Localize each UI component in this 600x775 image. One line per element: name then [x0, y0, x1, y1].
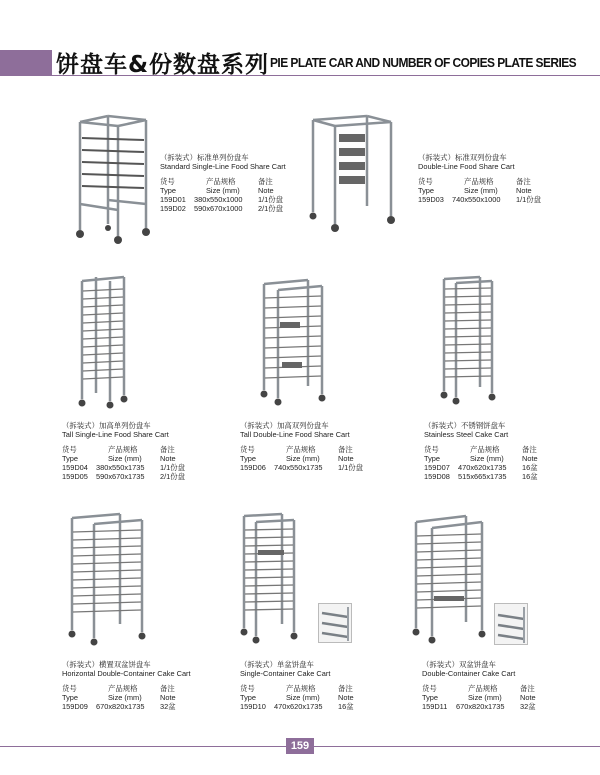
cell-size: 740x550x1735	[274, 463, 323, 472]
col-size-cn: 产品规格	[286, 445, 316, 454]
cell-note: 1/1份盘	[258, 195, 284, 204]
cell-note: 16盆	[522, 472, 538, 481]
page-title-chinese: 饼盘车&份数盘系列	[56, 52, 270, 78]
col-model-en: Type	[240, 693, 257, 702]
col-model-en: Type	[240, 454, 257, 463]
col-model-en: Type	[422, 693, 439, 702]
col-size-cn: 产品规格	[286, 684, 316, 693]
product-block-159D07	[424, 421, 552, 481]
cell-size: 515x665x1735	[458, 472, 507, 481]
col-note-cn: 备注	[516, 177, 531, 186]
table-row	[62, 472, 190, 481]
cell-model: 159D02	[160, 204, 186, 213]
col-model-en: Type	[418, 186, 435, 195]
col-model-cn: 货号	[424, 445, 439, 454]
product-block-159D11	[422, 660, 550, 711]
cell-model: 159D06	[240, 463, 266, 472]
cell-model: 159D03	[418, 195, 444, 204]
cell-size: 740x550x1000	[452, 195, 501, 204]
col-model-cn: 货号	[418, 177, 433, 186]
table-row	[418, 195, 546, 204]
col-note-cn: 备注	[338, 445, 353, 454]
product-title-en: Tall Single-Line Food Share Cart	[62, 430, 169, 439]
col-model-en: Type	[424, 454, 441, 463]
table-row	[62, 463, 190, 472]
product-detail-image-tray-slots	[494, 603, 528, 645]
product-image-standard-double-cart	[305, 112, 405, 242]
cell-note: 1/1份盘	[516, 195, 542, 204]
product-title-cn: （拆装式）横置双盆饼盘车	[62, 660, 151, 669]
col-size-cn: 产品规格	[108, 445, 138, 454]
cell-note: 1/1份盘	[338, 463, 364, 472]
header-accent-bar	[0, 50, 52, 76]
cell-note: 2/1份盘	[160, 472, 186, 481]
col-note-en: Note	[522, 454, 538, 463]
col-size-cn: 产品规格	[108, 684, 138, 693]
cell-size: 470x620x1735	[458, 463, 507, 472]
product-detail-image-tray-slots	[318, 603, 352, 643]
product-title-cn: （拆装式）标准双列份盘车	[418, 153, 507, 162]
col-model-en: Type	[62, 693, 79, 702]
col-size-en: Size (mm)	[286, 454, 320, 463]
col-note-cn: 备注	[338, 684, 353, 693]
product-block-159D04	[62, 421, 190, 481]
col-note-en: Note	[338, 454, 354, 463]
col-size-en: Size (mm)	[108, 693, 142, 702]
col-size-cn: 产品规格	[206, 177, 236, 186]
col-size-cn: 产品规格	[464, 177, 494, 186]
col-size-en: Size (mm)	[470, 454, 504, 463]
col-size-en: Size (mm)	[206, 186, 240, 195]
col-note-cn: 备注	[520, 684, 535, 693]
cell-size: 380x550x1000	[194, 195, 243, 204]
col-note-cn: 备注	[258, 177, 273, 186]
col-model-cn: 货号	[240, 445, 255, 454]
product-title-cn: （拆装式）单盆饼盘车	[240, 660, 314, 669]
cell-size: 590x670x1735	[96, 472, 145, 481]
product-title-en: Horizontal Double-Container Cake Cart	[62, 669, 191, 678]
product-image-horizontal-double-cake-cart	[68, 510, 148, 646]
table-row	[240, 702, 368, 711]
cell-model: 159D07	[424, 463, 450, 472]
cell-note: 16盆	[338, 702, 354, 711]
col-model-cn: 货号	[422, 684, 437, 693]
cell-model: 159D05	[62, 472, 88, 481]
product-title-en: Single-Container Cake Cart	[240, 669, 331, 678]
col-note-cn: 备注	[160, 445, 175, 454]
col-model-cn: 货号	[62, 445, 77, 454]
product-image-stainless-steel-cake-cart	[440, 275, 496, 407]
product-image-single-container-cake-cart	[240, 512, 300, 644]
product-block-159D03	[418, 153, 546, 204]
product-title-en: Double-Line Food Share Cart	[418, 162, 515, 171]
page-number: 159	[286, 738, 314, 754]
table-row	[160, 204, 288, 213]
product-image-double-container-cake-cart	[412, 514, 490, 644]
product-block-159D01	[160, 153, 288, 213]
product-title-en: Standard Single-Line Food Share Cart	[160, 162, 286, 171]
cell-model: 159D01	[160, 195, 186, 204]
product-title-cn: （拆装式）标准单列份盘车	[160, 153, 249, 162]
cell-model: 159D10	[240, 702, 266, 711]
product-image-standard-single-cart	[70, 112, 160, 252]
page-title-english: PIE PLATE CAR AND NUMBER OF COPIES PLATE SERIES	[270, 55, 577, 70]
col-size-en: Size (mm)	[108, 454, 142, 463]
col-model-cn: 货号	[240, 684, 255, 693]
product-title-cn: （拆装式）不锈钢饼盘车	[424, 421, 506, 430]
col-note-en: Note	[160, 693, 176, 702]
col-model-cn: 货号	[160, 177, 175, 186]
cell-size: 670x820x1735	[96, 702, 145, 711]
col-note-cn: 备注	[160, 684, 175, 693]
col-model-cn: 货号	[62, 684, 77, 693]
col-note-cn: 备注	[522, 445, 537, 454]
cell-model: 159D04	[62, 463, 88, 472]
product-title-cn: （拆装式）加高双列份盘车	[240, 421, 329, 430]
table-row	[160, 195, 288, 204]
col-size-cn: 产品规格	[470, 445, 500, 454]
col-note-en: Note	[160, 454, 176, 463]
cell-note: 32盆	[160, 702, 176, 711]
product-title-en: Tall Double-Line Food Share Cart	[240, 430, 350, 439]
table-row	[422, 702, 550, 711]
col-size-en: Size (mm)	[468, 693, 502, 702]
product-image-tall-single-cart	[78, 275, 130, 415]
product-title-cn: （拆装式）加高单列份盘车	[62, 421, 151, 430]
product-image-tall-double-cart	[260, 278, 328, 408]
col-size-cn: 产品规格	[468, 684, 498, 693]
cell-note: 1/1份盘	[160, 463, 186, 472]
product-block-159D09	[62, 660, 191, 711]
col-note-en: Note	[338, 693, 354, 702]
table-row	[424, 472, 552, 481]
cell-size: 590x670x1000	[194, 204, 243, 213]
cell-note: 2/1份盘	[258, 204, 284, 213]
cell-size: 470x620x1735	[274, 702, 323, 711]
table-row	[62, 702, 191, 711]
cell-model: 159D09	[62, 702, 88, 711]
product-title-en: Stainless Steel Cake Cart	[424, 430, 509, 439]
product-title-en: Double-Container Cake Cart	[422, 669, 516, 678]
col-model-en: Type	[160, 186, 177, 195]
table-row	[424, 463, 552, 472]
product-block-159D10	[240, 660, 368, 711]
product-title-cn: （拆装式）双盆饼盘车	[422, 660, 496, 669]
col-note-en: Note	[258, 186, 274, 195]
col-size-en: Size (mm)	[464, 186, 498, 195]
cell-note: 16盆	[522, 463, 538, 472]
cell-model: 159D11	[422, 702, 448, 711]
cell-note: 32盆	[520, 702, 536, 711]
col-note-en: Note	[520, 693, 536, 702]
table-row	[240, 463, 368, 472]
product-block-159D06	[240, 421, 368, 472]
cell-model: 159D08	[424, 472, 450, 481]
cell-size: 670x820x1735	[456, 702, 505, 711]
col-note-en: Note	[516, 186, 532, 195]
col-model-en: Type	[62, 454, 79, 463]
cell-size: 380x550x1735	[96, 463, 145, 472]
col-size-en: Size (mm)	[286, 693, 320, 702]
